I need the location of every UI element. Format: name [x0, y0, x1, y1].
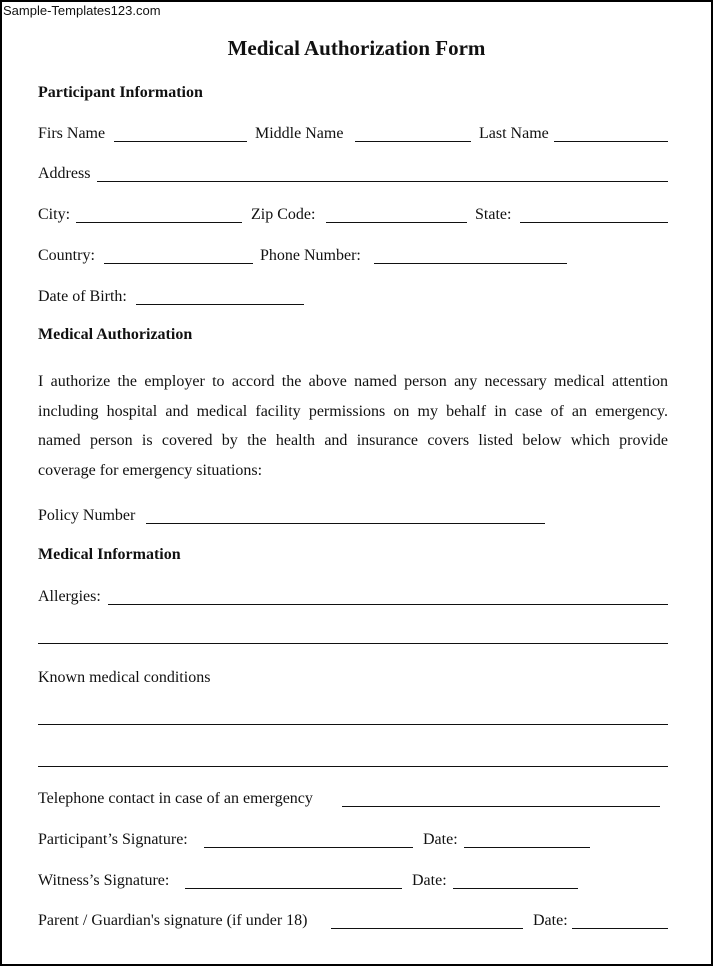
zip-code-field[interactable]: [326, 222, 467, 223]
guardian-signature-label: Parent / Guardian's signature (if under 18): [38, 912, 308, 929]
middle-name-label: Middle Name: [255, 125, 344, 142]
authorization-line: named person is covered by the health and insurance covers listed below which provide: [38, 432, 668, 449]
known-conditions-label: Known medical conditions: [38, 669, 211, 686]
address-label: Address: [38, 165, 91, 182]
authorization-line: including hospital and medical facility permissions on my behalf in case of an emergency.: [38, 402, 668, 420]
guardian-date-label: Date:: [533, 912, 568, 929]
country-field[interactable]: [104, 263, 253, 264]
guardian-date-field[interactable]: [572, 928, 668, 929]
witness-signature-label: Witness’s Signature:: [38, 872, 170, 889]
section-heading-authorization: Medical Authorization: [38, 326, 193, 343]
city-field[interactable]: [76, 222, 242, 223]
first-name-field[interactable]: [114, 141, 247, 142]
date-of-birth-label: Date of Birth:: [38, 288, 127, 305]
guardian-signature-field[interactable]: [331, 928, 523, 929]
section-heading-participant: Participant Information: [38, 84, 203, 101]
authorization-line: coverage for emergency situations:: [38, 461, 263, 479]
country-label: Country:: [38, 247, 95, 264]
zip-code-label: Zip Code:: [251, 206, 316, 223]
state-label: State:: [475, 206, 512, 223]
witness-date-label: Date:: [412, 872, 447, 889]
emergency-contact-field[interactable]: [342, 806, 660, 807]
policy-number-field[interactable]: [146, 523, 545, 524]
participant-date-label: Date:: [423, 831, 458, 848]
participant-signature-label: Participant’s Signature:: [38, 831, 188, 848]
last-name-label: Last Name: [479, 125, 549, 142]
date-of-birth-field[interactable]: [136, 304, 304, 305]
emergency-contact-label: Telephone contact in case of an emergency: [38, 790, 313, 807]
witness-date-field[interactable]: [453, 888, 578, 889]
watermark-text: Sample-Templates123.com: [3, 3, 161, 18]
last-name-field[interactable]: [554, 141, 668, 142]
witness-signature-field[interactable]: [185, 888, 402, 889]
allergies-field[interactable]: [108, 604, 668, 605]
allergies-extra-line[interactable]: [38, 643, 668, 644]
phone-number-field[interactable]: [374, 263, 567, 264]
authorization-line: I authorize the employer to accord the above named person any necessary medical attention: [38, 373, 668, 390]
state-field[interactable]: [520, 222, 668, 223]
phone-number-label: Phone Number:: [260, 247, 361, 264]
address-field[interactable]: [97, 181, 668, 182]
middle-name-field[interactable]: [355, 141, 471, 142]
allergies-label: Allergies:: [38, 588, 101, 605]
participant-signature-field[interactable]: [204, 847, 413, 848]
form-title: Medical Authorization Form: [227, 36, 486, 60]
known-conditions-line-2[interactable]: [38, 766, 668, 767]
city-label: City:: [38, 206, 71, 223]
policy-number-label: Policy Number: [38, 507, 136, 524]
first-name-label: Firs Name: [38, 125, 106, 142]
participant-date-field[interactable]: [464, 847, 590, 848]
authorization-paragraph: [38, 367, 668, 485]
section-heading-medical-info: Medical Information: [38, 546, 181, 563]
known-conditions-line-1[interactable]: [38, 724, 668, 725]
